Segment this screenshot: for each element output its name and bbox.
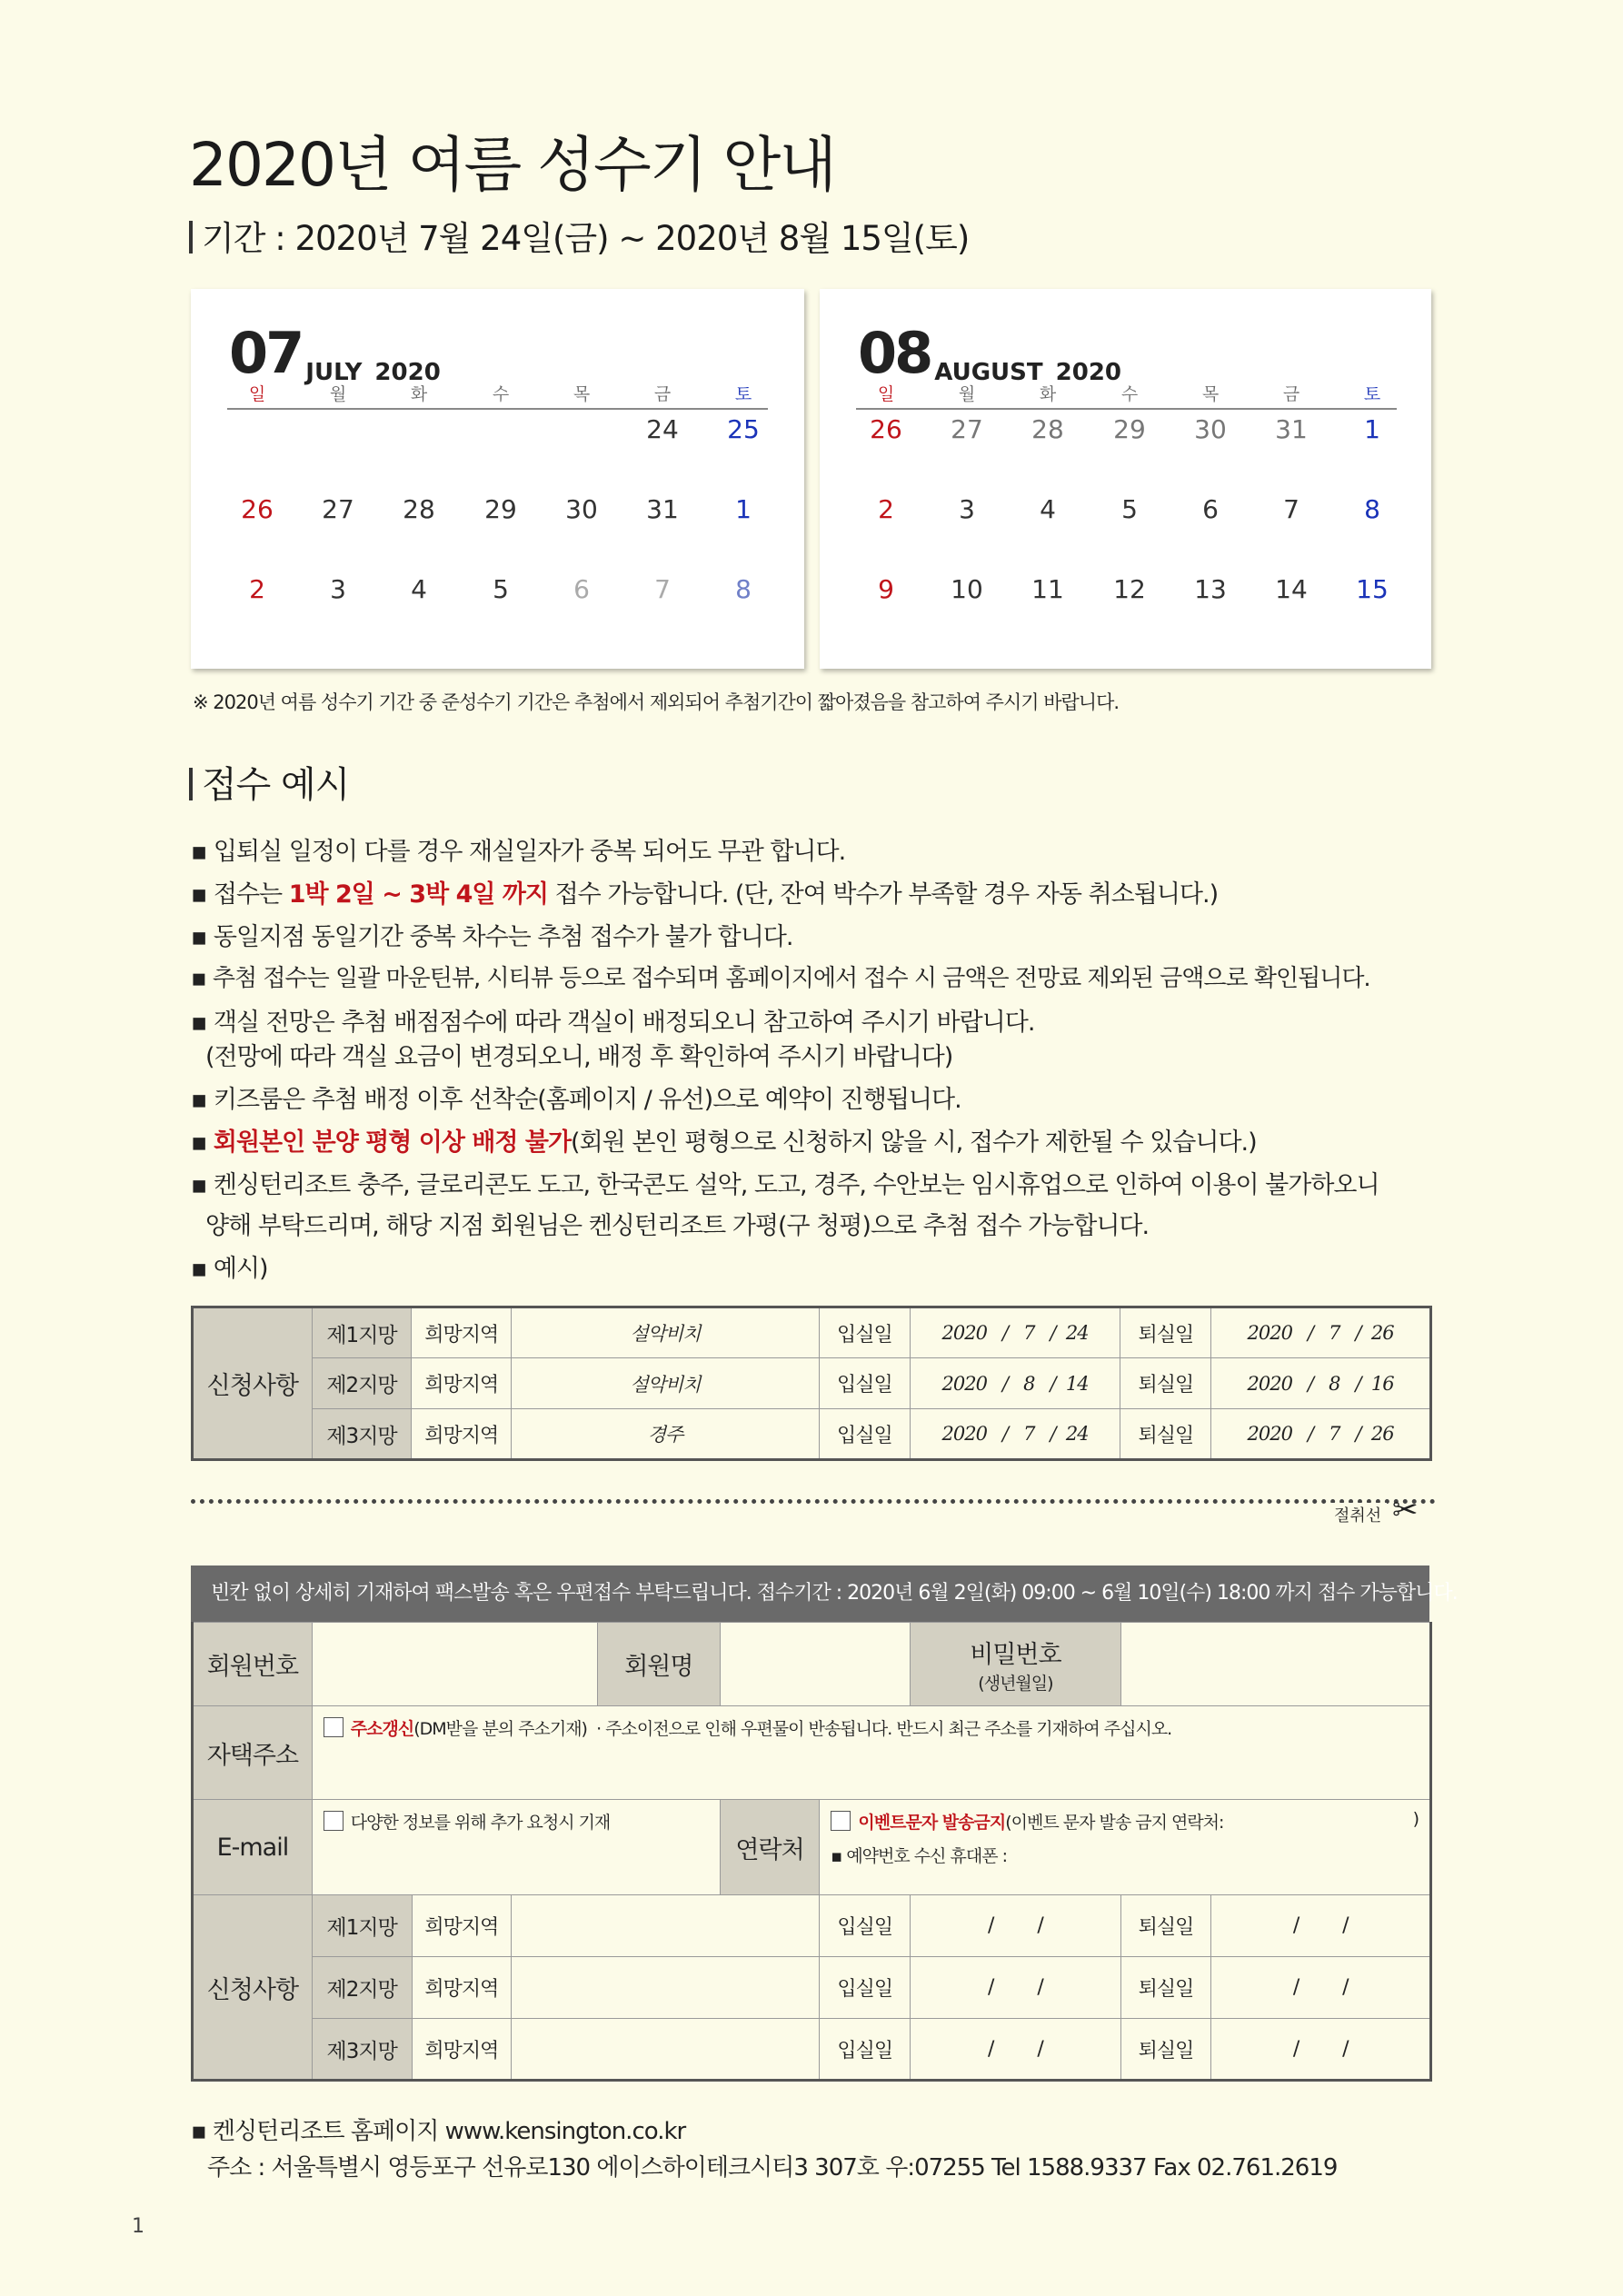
checkin-label: 입실일 xyxy=(820,2019,911,2081)
cut-line-label: 절취선 xyxy=(1329,1503,1387,1526)
example-row xyxy=(193,1358,1431,1409)
password-field[interactable] xyxy=(1120,1623,1430,1706)
member-number-label: 회원번호 xyxy=(193,1623,313,1706)
area-label: 희망지역 xyxy=(412,1307,512,1358)
page-title: 2020년 여름 성수기 안내 xyxy=(189,130,835,200)
email-checkbox[interactable] xyxy=(324,1811,344,1831)
checkout-label: 퇴실일 xyxy=(1120,1895,1211,1957)
calendar-day: 4 xyxy=(411,574,427,604)
checkout-label: 퇴실일 xyxy=(1120,1358,1211,1409)
rule-item: ▪ 회원본인 분양 평형 이상 배정 불가(회원 본인 평형으로 신청하지 않을 시, 접수가 제한될 수 있습니다.) xyxy=(191,1128,1257,1157)
member-number-field[interactable] xyxy=(312,1623,597,1706)
weekday-label: 수 xyxy=(1120,384,1139,404)
checkin-label: 입실일 xyxy=(820,1895,911,1957)
calendar-day: 31 xyxy=(646,494,679,524)
rule-item-continued: 양해 부탁드리며, 해당 지점 회원님은 켄싱턴리조트 가평(구 청평)으로 추첨 접수 가능합니다. xyxy=(205,1212,1150,1240)
calendar-day: 26 xyxy=(241,494,274,524)
checkout-value: 2020 / 8 / 16 xyxy=(1211,1358,1431,1409)
area-label: 희망지역 xyxy=(412,2019,512,2081)
calendar-year: 2020 xyxy=(1055,359,1122,386)
calendar-day: 14 xyxy=(1275,574,1308,604)
address-update-checkbox[interactable] xyxy=(324,1717,344,1737)
checkin-label: 입실일 xyxy=(819,1307,910,1358)
calendar-month-number: 08 xyxy=(858,320,931,386)
area-label: 희망지역 xyxy=(412,1358,512,1409)
checkout-field[interactable]: / / xyxy=(1211,2019,1431,2081)
area-field[interactable] xyxy=(512,1895,820,1957)
contact-label: 연락처 xyxy=(720,1800,820,1895)
scissors-icon: ✂ xyxy=(1392,1492,1419,1528)
form-preference-row xyxy=(193,1895,1431,1957)
section-title: 접수 예시 xyxy=(189,756,349,808)
calendar-day: 26 xyxy=(870,414,902,444)
calendar-day: 7 xyxy=(654,574,671,604)
area-value: 설악비치 xyxy=(512,1358,820,1409)
phone-field-label: ▪ 예약번호 수신 휴대폰 : xyxy=(831,1846,1008,1866)
example-table xyxy=(191,1306,1432,1461)
checkout-field[interactable]: / / xyxy=(1211,1895,1431,1957)
calendar-august xyxy=(820,289,1431,669)
calendar-day: 3 xyxy=(330,574,346,604)
example-group-label: 신청사항 xyxy=(193,1307,313,1460)
calendar-day: 8 xyxy=(1364,494,1380,524)
preference-label: 제1지망 xyxy=(312,1895,412,1957)
checkout-label: 퇴실일 xyxy=(1120,1409,1211,1460)
calendar-day: 1 xyxy=(735,494,752,524)
weekday-label: 목 xyxy=(573,384,591,404)
weekday-label: 토 xyxy=(1363,384,1381,404)
email-field[interactable]: 다양한 정보를 위해 추가 요청시 기재 xyxy=(312,1800,720,1895)
calendar-note: ※ 2020년 여름 성수기 기간 중 준성수기 기간은 추첨에서 제외되어 추첨기간이 짧아졌음을 참고하여 주시기 바랍니다. xyxy=(193,691,1120,713)
calendar-day: 3 xyxy=(959,494,975,524)
form-header: 빈칸 없이 상세히 기재하여 팩스발송 혹은 우편접수 부탁드립니다. 접수기간 : 2020년 6월 2일(화) 09:00 ~ 6월 10일(수) 18:00 까지 접수 가능합니다. xyxy=(191,1565,1429,1622)
preference-label: 제3지망 xyxy=(312,1409,412,1460)
preference-label: 제1지망 xyxy=(312,1307,412,1358)
footer-address: 주소 : 서울특별시 영등포구 선유로130 에이스하이테크시티3 307호 우:07255 Tel 1588.9337 Fax 02.761.2619 xyxy=(207,2154,1338,2182)
calendar-day: 6 xyxy=(573,574,590,604)
calendar-day: 30 xyxy=(565,494,598,524)
contact-field[interactable]: 이벤트문자 발송금지(이벤트 문자 발송 금지 연락처: ) ▪ 예약번호 수신 휴대폰 : xyxy=(820,1800,1431,1895)
calendar-day: 2 xyxy=(249,574,265,604)
checkin-value: 2020 / 8 / 14 xyxy=(910,1358,1120,1409)
calendar-day: 28 xyxy=(1031,414,1064,444)
rule-item-continued: (전망에 따라 객실 요금이 변경되오니, 배정 후 확인하여 주시기 바랍니다) xyxy=(205,1043,953,1071)
address-label: 자택주소 xyxy=(193,1706,313,1800)
calendar-day: 6 xyxy=(1202,494,1219,524)
weekday-label: 금 xyxy=(653,384,672,404)
preference-label: 제3지망 xyxy=(312,2019,412,2081)
weekday-row xyxy=(856,381,1397,410)
application-form xyxy=(191,1622,1432,2082)
calendar-month-number: 07 xyxy=(229,320,303,386)
calendar-header xyxy=(858,320,1121,386)
calendar-day: 13 xyxy=(1194,574,1227,604)
rule-item: ▪ 입퇴실 일정이 다를 경우 재실일자가 중복 되어도 무관 합니다. xyxy=(191,838,846,866)
member-name-label: 회원명 xyxy=(597,1623,720,1706)
calendar-month-name: JULY xyxy=(305,359,363,386)
checkin-value: 2020 / 7 / 24 xyxy=(910,1409,1120,1460)
calendar-month-name: AUGUST xyxy=(934,359,1043,386)
form-preference-row xyxy=(193,1957,1431,2019)
rule-item: ▪ 켄싱턴리조트 충주, 글로리콘도 도고, 한국콘도 설악, 도고, 경주, 수안보는 임시휴업으로 인하여 이용이 불가하오니 xyxy=(191,1171,1379,1199)
event-sms-checkbox[interactable] xyxy=(831,1811,851,1831)
password-label: 비밀번호 (생년월일) xyxy=(911,1623,1121,1706)
calendar-day: 9 xyxy=(878,574,894,604)
rule-item: ▪ 동일지점 동일기간 중복 차수는 추첨 접수가 불가 합니다. xyxy=(191,923,793,951)
period-line xyxy=(189,211,969,260)
calendar-day: 28 xyxy=(403,494,435,524)
member-name-field[interactable] xyxy=(720,1623,911,1706)
preference-label: 제2지망 xyxy=(312,1358,412,1409)
calendar-day: 2 xyxy=(878,494,894,524)
area-field[interactable] xyxy=(512,1957,820,2019)
heading-bar xyxy=(189,221,193,253)
rule-item: ▪ 예시) xyxy=(191,1255,268,1283)
example-row xyxy=(193,1307,1431,1358)
calendar-day: 24 xyxy=(646,414,679,444)
checkin-field[interactable]: / / xyxy=(911,2019,1121,2081)
rule-item: ▪ 추첨 접수는 일괄 마운틴뷰, 시티뷰 등으로 접수되며 홈페이지에서 접수 시 금액은 전망료 제외된 금액으로 확인됩니다. xyxy=(191,965,1370,992)
weekday-row xyxy=(227,381,768,410)
checkout-label: 퇴실일 xyxy=(1120,1957,1211,2019)
calendar-day: 30 xyxy=(1194,414,1227,444)
weekday-label: 금 xyxy=(1282,384,1300,404)
checkout-label: 퇴실일 xyxy=(1120,1307,1211,1358)
calendar-header xyxy=(229,320,441,386)
area-field[interactable] xyxy=(512,2019,820,2081)
checkout-label: 퇴실일 xyxy=(1120,2019,1211,2081)
weekday-label: 토 xyxy=(734,384,752,404)
rule-item: ▪ 객실 전망은 추첨 배점점수에 따라 객실이 배정되오니 참고하여 주시기 바랍니다. xyxy=(191,1009,1035,1037)
preference-label: 제2지망 xyxy=(312,1957,412,2019)
calendar-july xyxy=(191,289,804,669)
calendar-day: 15 xyxy=(1356,574,1389,604)
checkin-label: 입실일 xyxy=(819,1409,910,1460)
area-value: 설악비치 xyxy=(512,1307,820,1358)
calendar-day: 5 xyxy=(1121,494,1138,524)
calendar-day: 25 xyxy=(727,414,760,444)
rule-item: ▪ 키즈룸은 추첨 배정 이후 선착순(홈페이지 / 유선)으로 예약이 진행됩니다. xyxy=(191,1086,961,1114)
calendar-day: 4 xyxy=(1040,494,1056,524)
footer-homepage: ▪ 켄싱턴리조트 홈페이지 www.kensington.co.kr xyxy=(191,2118,686,2145)
rule-item: ▪ 접수는 1박 2일 ~ 3박 4일 까지 접수 가능합니다. (단, 잔여 박수가 부족할 경우 자동 취소됩니다.) xyxy=(191,880,1219,909)
checkin-label: 입실일 xyxy=(819,1358,910,1409)
form-preference-row xyxy=(193,2019,1431,2081)
weekday-label: 화 xyxy=(1039,384,1057,404)
calendar-day: 29 xyxy=(484,494,517,524)
page-number: 1 xyxy=(132,2215,144,2238)
cut-line xyxy=(191,1499,1436,1504)
calendar-day: 27 xyxy=(951,414,983,444)
example-row xyxy=(193,1409,1431,1460)
area-label: 희망지역 xyxy=(412,1409,512,1460)
address-field[interactable]: 주소갱신(DM받을 분의 주소기재) · 주소이전으로 인해 우편물이 반송됩니다. 반드시 최근 주소를 기재하여 주십시오. xyxy=(312,1706,1430,1800)
heading-bar xyxy=(189,768,193,800)
weekday-label: 월 xyxy=(329,384,347,404)
form-group-label: 신청사항 xyxy=(193,1895,313,2081)
calendar-day: 10 xyxy=(951,574,983,604)
checkin-field[interactable]: / / xyxy=(911,1895,1121,1957)
calendar-day: 1 xyxy=(1364,414,1380,444)
email-label: E-mail xyxy=(193,1800,313,1895)
checkout-value: 2020 / 7 / 26 xyxy=(1211,1307,1431,1358)
area-label: 희망지역 xyxy=(412,1957,512,2019)
calendar-day: 8 xyxy=(735,574,752,604)
calendar-day: 29 xyxy=(1113,414,1146,444)
checkout-value: 2020 / 7 / 26 xyxy=(1211,1409,1431,1460)
weekday-label: 일 xyxy=(248,384,266,404)
calendar-day: 27 xyxy=(322,494,354,524)
calendar-day: 12 xyxy=(1113,574,1146,604)
weekday-label: 일 xyxy=(877,384,895,404)
calendar-day: 31 xyxy=(1275,414,1308,444)
weekday-label: 화 xyxy=(410,384,428,404)
weekday-label: 월 xyxy=(958,384,976,404)
calendar-day: 5 xyxy=(493,574,509,604)
checkin-field[interactable]: / / xyxy=(911,1957,1121,2019)
weekday-label: 수 xyxy=(492,384,510,404)
calendar-day: 11 xyxy=(1031,574,1064,604)
checkout-field[interactable]: / / xyxy=(1211,1957,1431,2019)
area-label: 희망지역 xyxy=(412,1895,512,1957)
calendar-year: 2020 xyxy=(374,359,441,386)
period-text: 기간 : 2020년 7월 24일(금) ~ 2020년 8월 15일(토) xyxy=(202,219,970,258)
calendar-day: 7 xyxy=(1283,494,1299,524)
checkin-value: 2020 / 7 / 24 xyxy=(910,1307,1120,1358)
weekday-label: 목 xyxy=(1201,384,1220,404)
area-value: 경주 xyxy=(512,1409,820,1460)
checkin-label: 입실일 xyxy=(820,1957,911,2019)
